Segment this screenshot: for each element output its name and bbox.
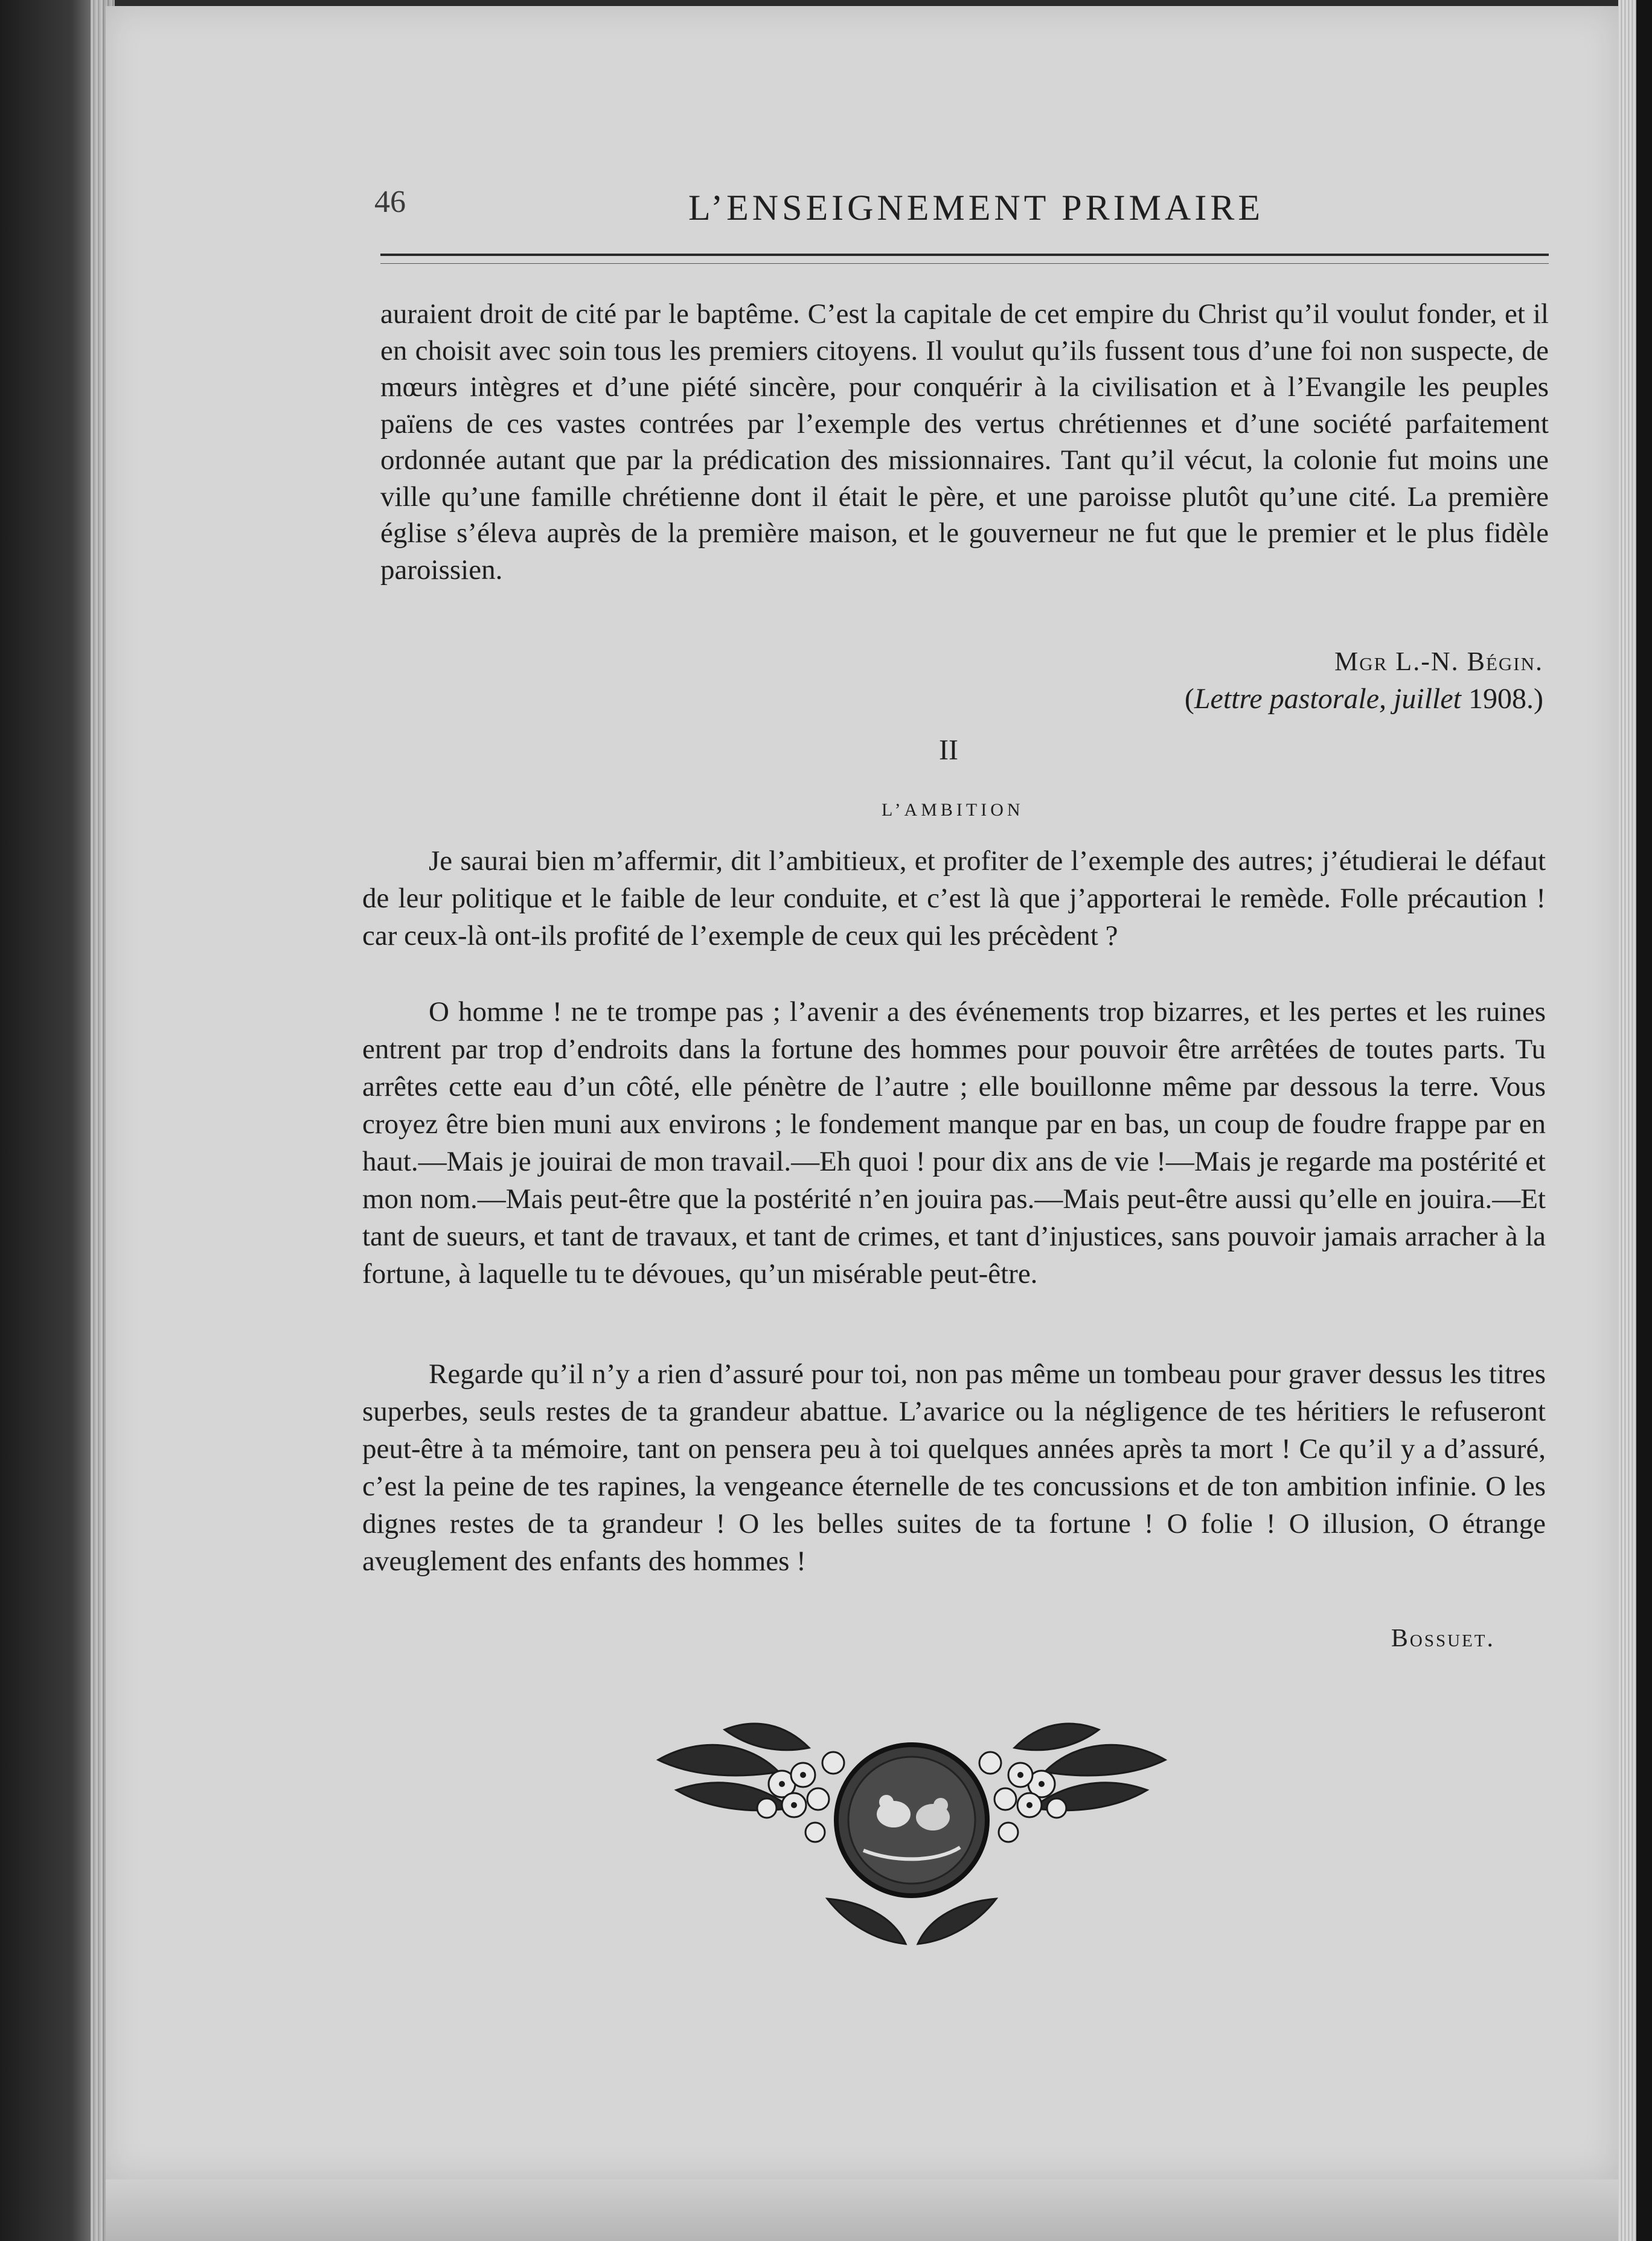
floral-ornament-icon [652,1718,1171,1947]
author-begin: Mgr L.-N. Bégin. [1334,647,1543,676]
source-open-paren: ( [1184,683,1194,715]
author-bossuet: Bossuet. [1391,1625,1495,1652]
book-page-edges-right [1618,0,1636,2241]
section-numeral: II [939,734,958,766]
section-title: L’AMBITION [882,800,1024,820]
source-citation [1185,682,1543,715]
scanner-backdrop-left [0,0,103,2241]
paragraph-2: O homme ! ne te trompe pas ; l’avenir a des événements trop bizarres, et les pertes et les ruines entrent par trop d’endroits dans la fortune des hommes pour pouvoir être arrêtées de toutes parts. Tu arrêtes cette eau d’un côté, elle pénètre de l’autre ; elle bouillonne même par dessous la terre. Vous croyez être bien muni aux environs ; le fondement manque par en bas, un coup de foudre frappe par en haut.—Mais je jouirai de mon travail.—Eh quoi ! pour dix ans de vie !—Mais je regarde ma postérité et mon nom.—Mais peut-être que la postérité n’en jouira pas.—Mais peut-être aussi qu’elle en jouira.—Et tant de sueurs, et tant de travaux, et tant de crimes, et tant d’injustices, sans pouvoir jamais arracher à la fortune, à laquelle tu te dévoues, qu’un misérable peut-être. [362,996,1546,1290]
paragraph-3: Regarde qu’il n’y a rien d’assuré pour toi, non pas même un tombeau pour graver dessus les titres superbes, seuls restes de ta grandeur abattue. L’avarice ou la négligence de tes héritiers le refuseront peut-être à ta mémoire, tant on pensera peu à toi quelques années après ta mort ! Ce qu’il y a d’assuré, c’est la peine de tes rapines, la vengeance éternelle de tes concussions et de ton ambition infinie. O les dignes restes de ta grandeur ! O les belles suites de ta fortune ! O folie ! O illusion, O étrange aveuglement des enfants des hommes ! [362,1358,1546,1577]
page-number: 46 [374,185,406,219]
paragraph-1: Je saurai bien m’affermir, dit l’ambitieux, et profiter de l’exemple des autres; j’étudierai le défaut de leur politique et le faible de leur conduite, et c’est là que j’apporterai le remède. Folle précaution ! car ceux-là ont-ils profité de l’exemple de ceux qui les précèdent ? [362,845,1546,951]
journal-title: L’ENSEIGNEMENT PRIMAIRE [688,188,1264,228]
running-head [374,181,1522,241]
page-bottom-margin [106,2179,1618,2241]
source-year: 1908.) [1461,683,1543,715]
source-title: Lettre pastorale, juillet [1194,683,1462,715]
header-rule [380,254,1549,256]
header-rule-thin [380,263,1549,264]
passage-begin-text: auraient droit de cité par le baptême. C’est la capitale de cet empire du Christ qu’il voulut fonder, et il en choisit avec soin tous les premiers citoyens. Il voulut qu’ils fussent tous d’une foi non suspecte, de mœurs intègres et d’une piété sincère, pour conquérir à la civilisation et à l’Evangile les peuples païens de ces vastes contrées par l’exemple des vertus chrétiennes et d’une société parfaitement ordonnée autant que par la prédication des missionnaires. Tant qu’il vécut, la colonie fut moins une ville qu’une famille chrétienne dont il était le père, et une paroisse plutôt qu’une cité. La première église s’éleva auprès de la première maison, et le gouverneur ne fut que le premier et le plus fidèle paroissien. [380,298,1549,586]
